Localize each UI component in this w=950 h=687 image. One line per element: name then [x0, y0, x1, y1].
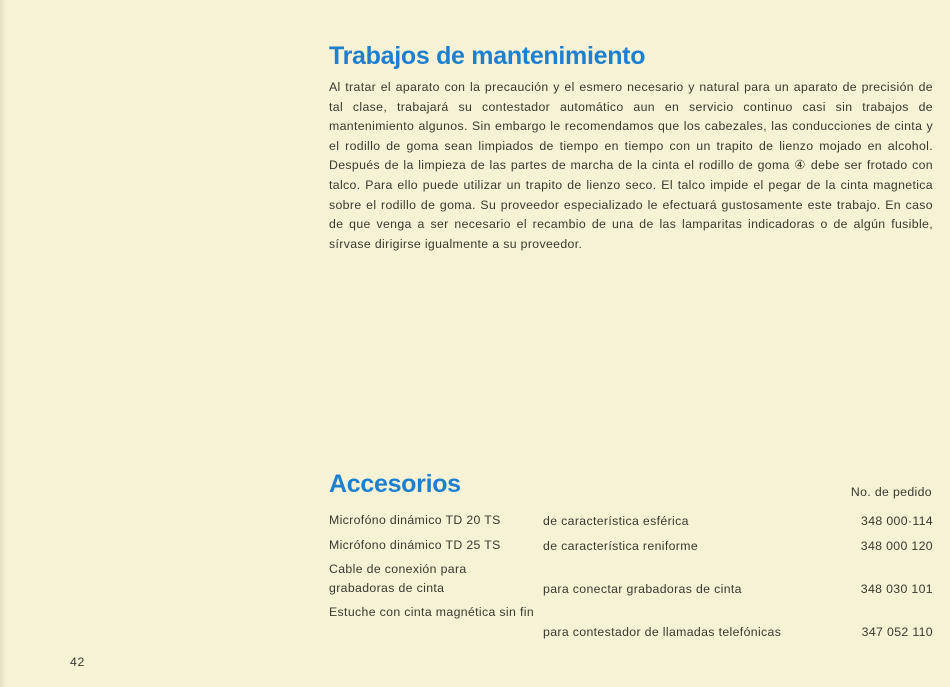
accessory-order-number: 348 000·114	[861, 513, 933, 528]
accessory-row	[329, 536, 933, 555]
accessory-description: para contestador de llamadas telefónicas	[543, 624, 782, 639]
maintenance-paragraph: Al tratar el aparato con la precaución y el esmero necesario y natural para un aparato de precisión de tal clase, trabajará su contestador automático aun en servicio continuo casi sin trabajos de mantenimiento algunos. Sin embargo le recomendamos que los cabezales, las conducciones de cinta y el rodillo de goma sean limpiados de tiempo en tiempo con un trapito de lienzo mojado en alcohol. Después de la limpieza de las partes de marcha de la cinta el rodillo de goma ④ debe ser frotado con talco. Para ello puede utilizar un trapito de lienzo seco. El talco impide el pegar de la cinta magnetica sobre el rodillo de goma. Su proveedor especializado le efectuará gustosamente este trabajo. En caso de que venga a ser necesario el recambio de una de las lamparitas indicadoras o de algún fusible, sírvase dirigirse igualmente a su proveedor.	[329, 80, 933, 251]
accessory-name: Estuche con cinta magnética sin fin	[329, 605, 535, 619]
accessory-order-number: 348 000 120	[860, 538, 933, 553]
page-edge-shadow	[0, 0, 6, 687]
accessory-order-number: 348 030 101	[860, 581, 933, 596]
accessory-row	[329, 560, 933, 598]
accessory-row	[329, 603, 933, 641]
accessory-description: para conectar grabadoras de cinta	[543, 581, 742, 596]
page-number: 42	[70, 655, 85, 669]
accessory-name: Microfóno dinámico TD 20 TS	[329, 513, 501, 527]
accessory-description: de característica esférica	[543, 513, 689, 528]
accessory-description: de característica reniforme	[543, 538, 699, 553]
accessory-row	[329, 511, 933, 530]
accessory-order-number: 347 052 110	[861, 624, 933, 639]
accessories-heading: Accesorios	[329, 470, 461, 498]
accessory-name: Micrófono dinámico TD 25 TS	[329, 538, 501, 552]
order-number-header: No. de pedido	[850, 485, 932, 499]
maintenance-heading: Trabajos de mantenimiento	[329, 42, 646, 70]
accessory-name: Cable de conexión para grabadoras de cinta	[329, 562, 467, 595]
